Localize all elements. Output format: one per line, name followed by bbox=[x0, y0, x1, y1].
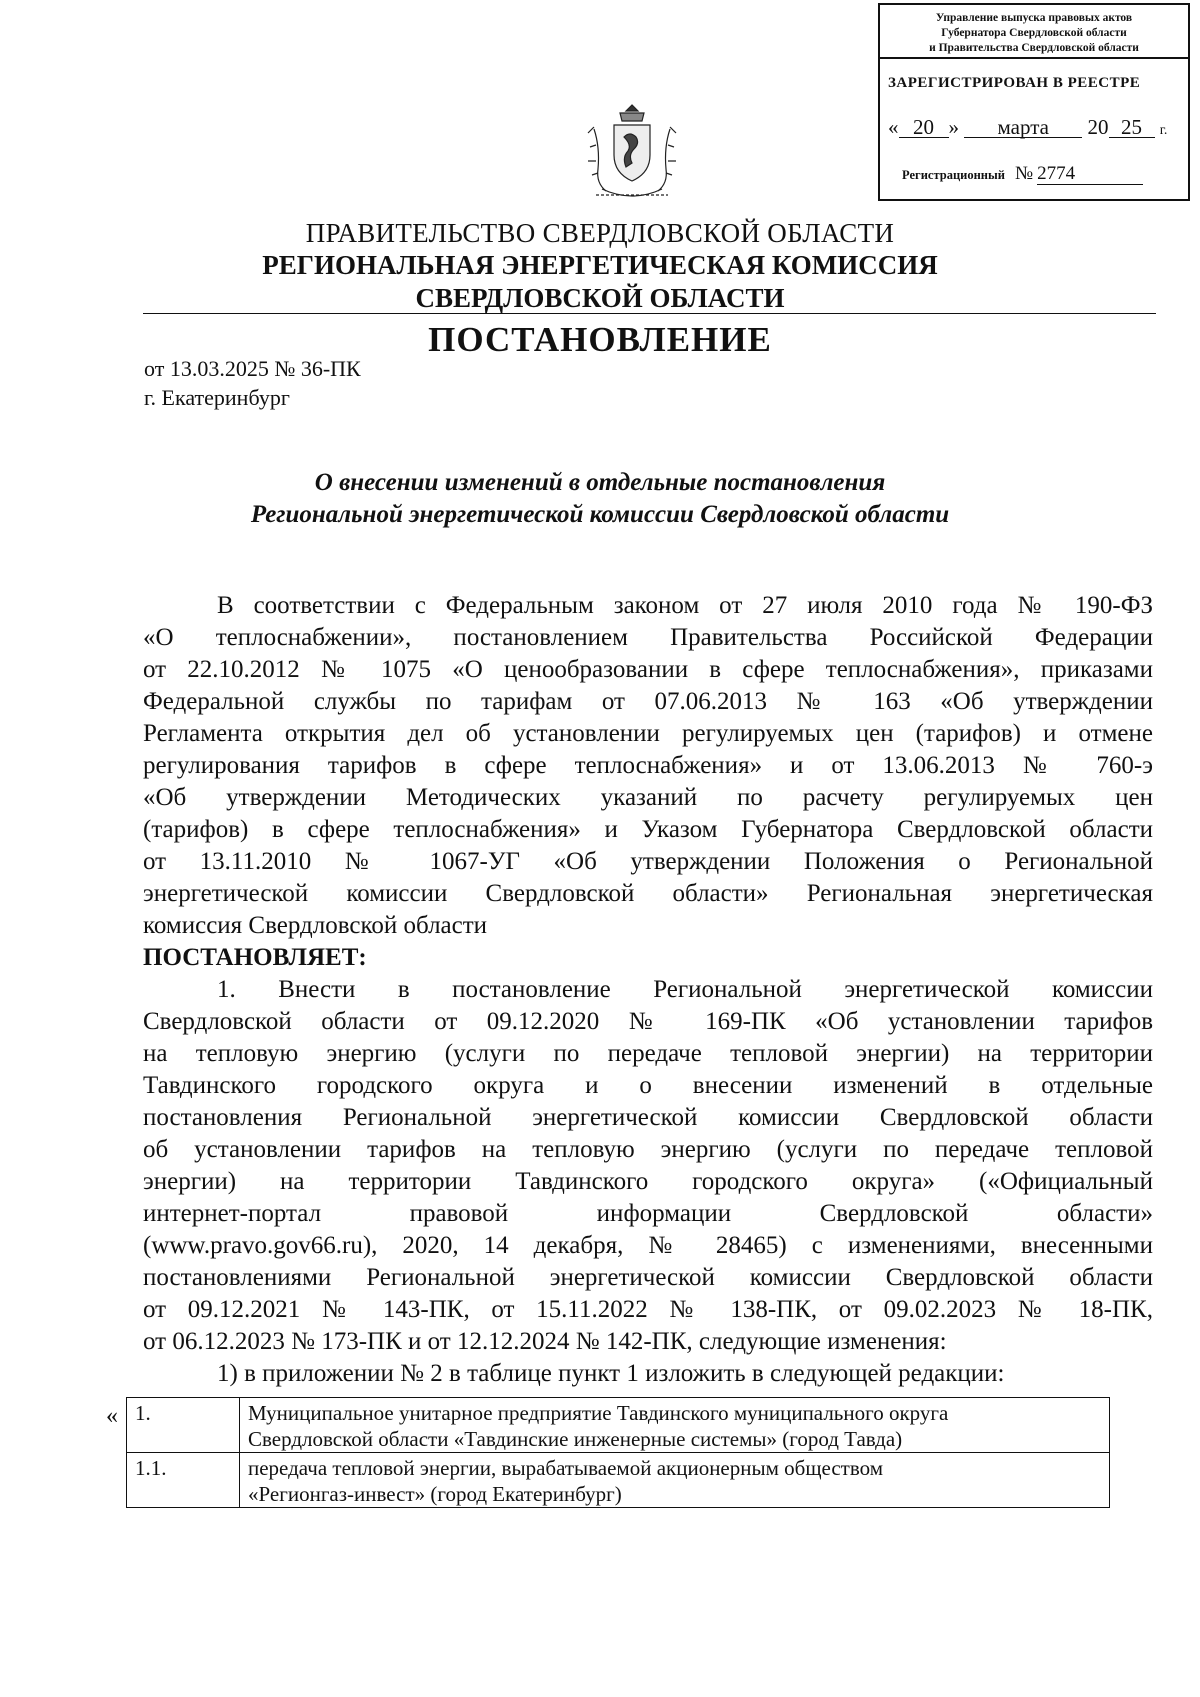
stamp-day: 20 bbox=[899, 117, 949, 138]
government-name: ПРАВИТЕЛЬСТВО СВЕРДЛОВСКОЙ ОБЛАСТИ bbox=[305, 218, 895, 248]
item1-line: от 09.12.2021 № 143-ПК, от 15.11.2022 № 138-ПК, от 09.02.2023 № 18-ПК, bbox=[143, 1296, 1153, 1323]
table-cell-text bbox=[240, 1453, 1110, 1508]
stamp-reg-number bbox=[902, 163, 1143, 185]
document-title-line2: Региональной энергетической комиссии Свердловской области bbox=[250, 501, 950, 528]
document-city: г. Екатеринбург bbox=[144, 385, 290, 410]
stamp-reg-label: Регистрационный bbox=[902, 168, 1005, 182]
preamble-line: «Об утверждении Методических указаний по расчету регулируемых цен bbox=[143, 784, 1153, 811]
item1-line: энергии) на территории Тавдинского городского округа» («Официальный bbox=[143, 1168, 1153, 1195]
table-row bbox=[127, 1398, 1110, 1453]
stamp-header-line: Управление выпуска правовых актов bbox=[935, 12, 1133, 24]
table-cell-number: 1. bbox=[127, 1398, 240, 1453]
item1-line: постановления Региональной энергетической комиссии Свердловской области bbox=[143, 1104, 1153, 1131]
table-cell-line: передача тепловой энергии, вырабатываемой акционерным обществом bbox=[248, 1456, 883, 1480]
item1-line: от 06.12.2023 № 173-ПК и от 12.12.2024 № 142-ПК, следующие изменения: bbox=[143, 1328, 947, 1355]
resolves-heading: ПОСТАНОВЛЯЕТ: bbox=[143, 944, 367, 971]
stamp-header-line: и Правительства Свердловской области bbox=[929, 42, 1139, 54]
table-cell-text bbox=[240, 1398, 1110, 1453]
item1-line: (www.pravo.gov66.ru), 2020, 14 декабря, № 28465) с изменениями, внесенными bbox=[143, 1232, 1153, 1259]
subitem1-line: 1) в приложении № 2 в таблице пункт 1 изложить в следующей редакции: bbox=[217, 1360, 1005, 1387]
stamp-date bbox=[888, 115, 1167, 140]
preamble-line: Регламента открытия дел об установлении регулируемых цен (тарифов) и отмене bbox=[143, 720, 1153, 747]
item1-line: Свердловской области от 09.12.2020 № 169-ПК «Об установлении тарифов bbox=[143, 1008, 1153, 1035]
preamble-line: В соответствии с Федеральным законом от 27 июля 2010 года № 190-ФЗ bbox=[217, 592, 1153, 619]
stamp-registered-label: ЗАРЕГИСТРИРОВАН В РЕЕСТРЕ bbox=[888, 75, 1141, 91]
commission-name-line2: СВЕРДЛОВСКОЙ ОБЛАСТИ bbox=[415, 283, 785, 313]
stamp-year-prefix: 20 bbox=[1087, 115, 1109, 139]
tariff-table bbox=[126, 1397, 1110, 1508]
preamble-line: (тарифов) в сфере теплоснабжения» и Указом Губернатора Свердловской области bbox=[143, 816, 1153, 843]
table-cell-line: Свердловской области «Тавдинские инженерные системы» (город Тавда) bbox=[248, 1427, 903, 1451]
preamble-line: «О теплоснабжении», постановлением Правительства Российской Федерации bbox=[143, 624, 1153, 651]
stamp-month: марта bbox=[964, 117, 1082, 138]
commission-name-line1: РЕГИОНАЛЬНАЯ ЭНЕРГЕТИЧЕСКАЯ КОМИССИЯ bbox=[262, 250, 938, 280]
stamp-quote-open: « bbox=[888, 115, 899, 139]
preamble-line: Федеральной службы по тарифам от 07.06.2013 № 163 «Об утверждении bbox=[143, 688, 1153, 715]
item1-line: Тавдинского городского округа и о внесении изменений в отдельные bbox=[143, 1072, 1153, 1099]
stamp-header bbox=[880, 5, 1188, 59]
preamble bbox=[143, 590, 1153, 1390]
stamp-year-suffix: 25 bbox=[1109, 117, 1155, 138]
stamp-no-sign: № bbox=[1014, 163, 1034, 184]
stamp-quote-close: » bbox=[948, 115, 959, 139]
preamble-line: регулирования тарифов в сфере теплоснабжения» и от 13.06.2013 № 760-э bbox=[143, 752, 1153, 779]
table-open-quote: « bbox=[106, 1403, 118, 1429]
header-divider bbox=[143, 313, 1156, 314]
document-date-number: от 13.03.2025 № 36-ПК bbox=[144, 356, 361, 381]
table-cell-line: «Регионгаз-инвест» (город Екатеринбург) bbox=[248, 1482, 622, 1506]
item1-line: на тепловую энергию (услуги по передаче тепловой энергии) на территории bbox=[143, 1040, 1153, 1067]
document-title-line1: О внесении изменений в отдельные постановления bbox=[314, 469, 886, 496]
preamble-line: энергетической комиссии Свердловской области» Региональная энергетическая bbox=[143, 880, 1153, 907]
table-cell-line: Муниципальное унитарное предприятие Тавдинского муниципального округа bbox=[248, 1401, 949, 1425]
preamble-line: комиссия Свердловской области bbox=[143, 912, 488, 939]
item1-line: постановлениями Региональной энергетической комиссии Свердловской области bbox=[143, 1264, 1153, 1291]
table-row bbox=[127, 1453, 1110, 1508]
document-type: ПОСТАНОВЛЕНИЕ bbox=[428, 320, 772, 359]
stamp-header-line: Губернатора Свердловской области bbox=[941, 27, 1127, 39]
stamp-year-abbr: г. bbox=[1159, 123, 1168, 138]
item1-line: 1. Внести в постановление Региональной энергетической комиссии bbox=[217, 976, 1153, 1003]
item1-line: интернет-портал правовой информации Свердловской области» bbox=[143, 1200, 1153, 1227]
preamble-line: от 13.11.2010 № 1067-УГ «Об утверждении Положения о Региональной bbox=[143, 848, 1153, 875]
stamp-reg-value: 2774 bbox=[1037, 164, 1143, 185]
coat-of-arms-emblem bbox=[580, 103, 684, 209]
preamble-line: от 22.10.2012 № 1075 «О ценообразовании в сфере теплоснабжения», приказами bbox=[143, 656, 1153, 683]
table-cell-number: 1.1. bbox=[127, 1453, 240, 1508]
item1-line: об установлении тарифов на тепловую энергию (услуги по передаче тепловой bbox=[143, 1136, 1153, 1163]
registration-stamp bbox=[878, 3, 1190, 201]
